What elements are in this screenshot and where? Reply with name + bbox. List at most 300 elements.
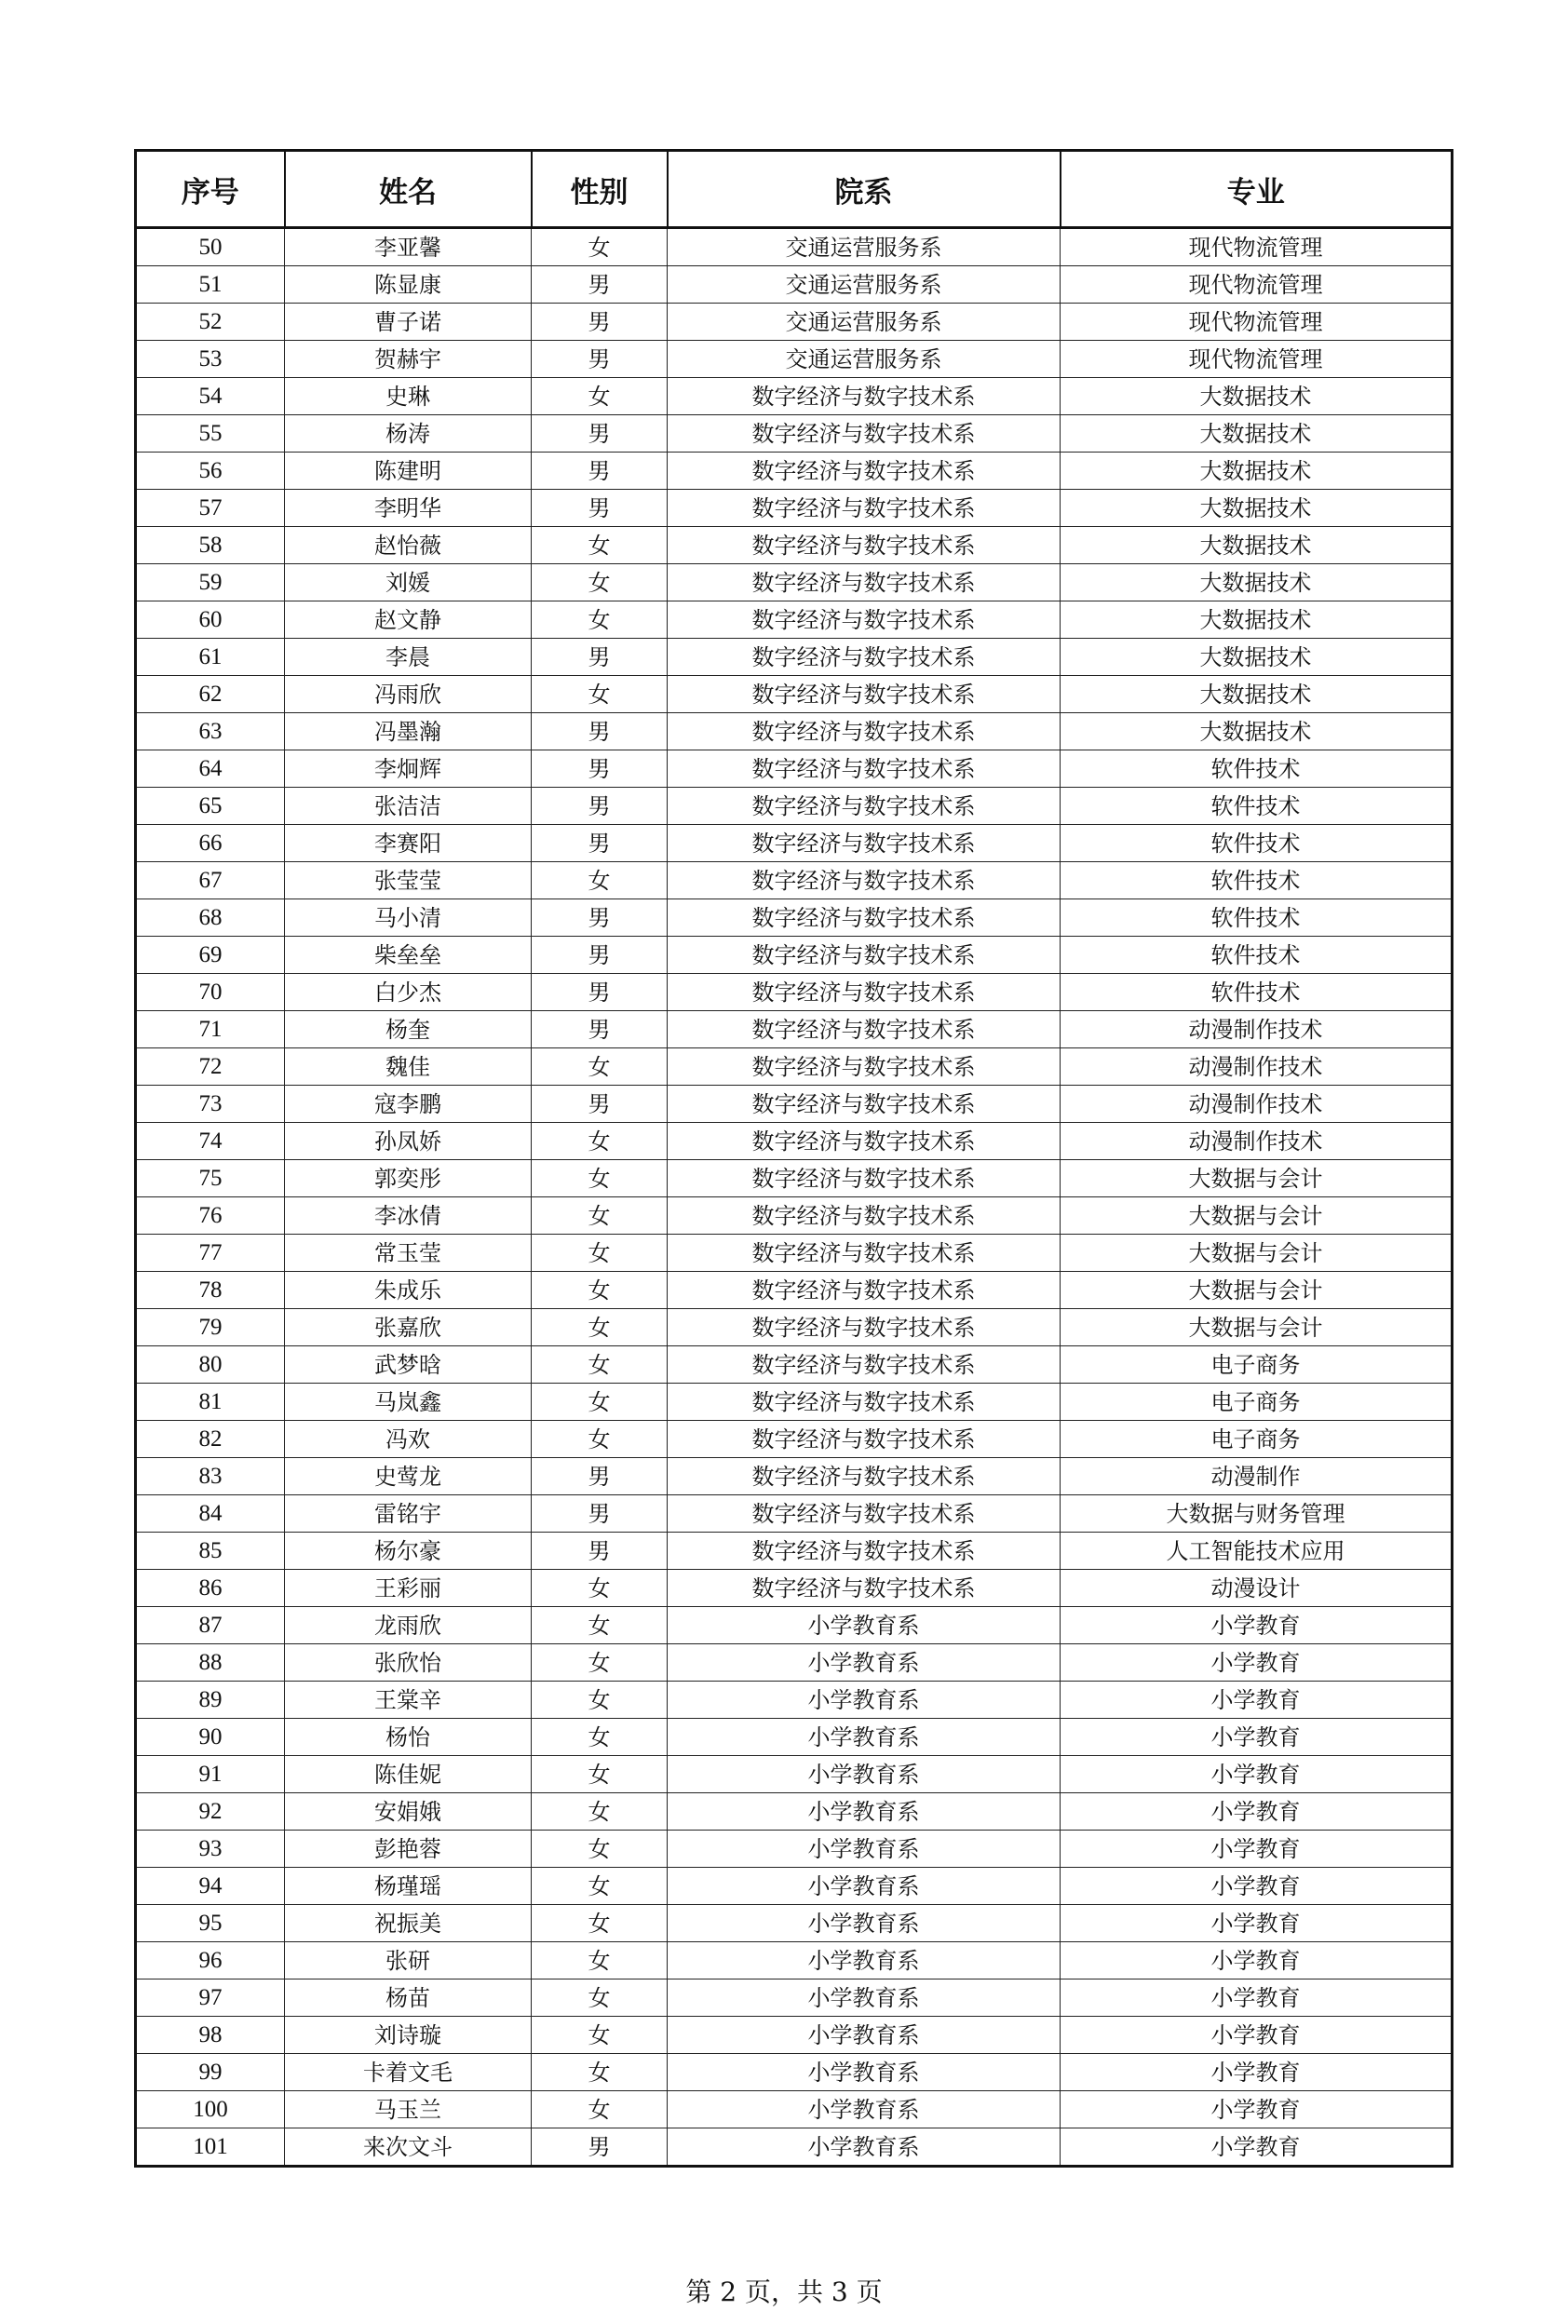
cell-name: 安娟娥 [285,1793,532,1831]
cell-seq: 80 [136,1346,285,1384]
cell-name: 杨怡 [285,1719,532,1756]
cell-major: 小学教育 [1061,1682,1453,1719]
cell-major: 电子商务 [1061,1384,1453,1421]
cell-major: 软件技术 [1061,937,1453,974]
cell-major: 动漫制作技术 [1061,1048,1453,1086]
cell-gender: 男 [532,1458,668,1495]
cell-name: 冯墨瀚 [285,713,532,750]
cell-name: 王棠辛 [285,1682,532,1719]
cell-seq: 101 [136,2128,285,2167]
cell-name: 卡着文毛 [285,2054,532,2091]
cell-gender: 女 [532,1048,668,1086]
cell-seq: 61 [136,639,285,676]
cell-name: 赵文静 [285,601,532,639]
cell-gender: 男 [532,1011,668,1048]
cell-major: 电子商务 [1061,1421,1453,1458]
table-header [136,151,1453,228]
cell-gender: 女 [532,601,668,639]
cell-department: 数字经济与数字技术系 [668,1458,1061,1495]
cell-major: 软件技术 [1061,899,1453,937]
cell-major: 大数据技术 [1061,564,1453,601]
header-major: 专业 [1061,151,1453,228]
table-row [136,1048,1453,1086]
cell-major: 大数据技术 [1061,601,1453,639]
cell-department: 数字经济与数字技术系 [668,601,1061,639]
cell-department: 数字经济与数字技术系 [668,564,1061,601]
cell-department: 数字经济与数字技术系 [668,1011,1061,1048]
cell-seq: 60 [136,601,285,639]
cell-gender: 男 [532,639,668,676]
table-row [136,1607,1453,1644]
cell-major: 大数据与会计 [1061,1235,1453,1272]
table-row [136,1384,1453,1421]
cell-department: 数字经济与数字技术系 [668,825,1061,862]
table-row [136,601,1453,639]
table-row [136,1868,1453,1905]
cell-department: 数字经济与数字技术系 [668,1272,1061,1309]
cell-major: 大数据技术 [1061,713,1453,750]
cell-department: 小学教育系 [668,2091,1061,2128]
cell-seq: 63 [136,713,285,750]
header-gender: 性别 [532,151,668,228]
cell-major: 大数据与会计 [1061,1160,1453,1197]
cell-seq: 57 [136,490,285,527]
cell-name: 寇李鹏 [285,1086,532,1123]
table-row [136,1011,1453,1048]
cell-seq: 51 [136,266,285,304]
cell-seq: 88 [136,1644,285,1682]
cell-major: 动漫制作技术 [1061,1086,1453,1123]
cell-gender: 女 [532,1682,668,1719]
table-row [136,825,1453,862]
cell-major: 小学教育 [1061,1607,1453,1644]
cell-seq: 93 [136,1831,285,1868]
cell-name: 杨苗 [285,1979,532,2017]
cell-gender: 男 [532,1495,668,1533]
cell-department: 数字经济与数字技术系 [668,453,1061,490]
cell-seq: 58 [136,527,285,564]
cell-major: 大数据与财务管理 [1061,1495,1453,1533]
cell-major: 动漫设计 [1061,1570,1453,1607]
cell-department: 数字经济与数字技术系 [668,862,1061,899]
table-row [136,2128,1453,2167]
table-row [136,1123,1453,1160]
table-row [136,1495,1453,1533]
page-indicator: 第 2 页，共 3 页 [685,2277,883,2307]
table-row [136,527,1453,564]
cell-major: 大数据技术 [1061,378,1453,415]
cell-name: 史莺龙 [285,1458,532,1495]
cell-seq: 75 [136,1160,285,1197]
cell-gender: 女 [532,1123,668,1160]
table-row [136,1235,1453,1272]
table-row [136,713,1453,750]
cell-seq: 64 [136,750,285,788]
table-row [136,1979,1453,2017]
cell-seq: 83 [136,1458,285,1495]
cell-name: 李亚馨 [285,228,532,266]
table-row [136,1942,1453,1979]
cell-seq: 81 [136,1384,285,1421]
cell-major: 软件技术 [1061,862,1453,899]
table-row [136,228,1453,266]
table-row [136,1719,1453,1756]
cell-major: 小学教育 [1061,1756,1453,1793]
cell-department: 数字经济与数字技术系 [668,1533,1061,1570]
cell-gender: 男 [532,788,668,825]
table-row [136,1682,1453,1719]
table-row [136,378,1453,415]
cell-seq: 97 [136,1979,285,2017]
cell-seq: 56 [136,453,285,490]
table-row [136,937,1453,974]
cell-seq: 87 [136,1607,285,1644]
table-row [136,1533,1453,1570]
header-department: 院系 [668,151,1061,228]
cell-name: 刘诗璇 [285,2017,532,2054]
cell-department: 数字经济与数字技术系 [668,1384,1061,1421]
cell-department: 数字经济与数字技术系 [668,788,1061,825]
cell-gender: 女 [532,862,668,899]
cell-gender: 女 [532,1719,668,1756]
cell-major: 大数据技术 [1061,453,1453,490]
cell-major: 小学教育 [1061,2091,1453,2128]
table-row [136,1421,1453,1458]
cell-major: 小学教育 [1061,1868,1453,1905]
cell-gender: 男 [532,341,668,378]
cell-seq: 53 [136,341,285,378]
cell-gender: 女 [532,1979,668,2017]
cell-seq: 77 [136,1235,285,1272]
table-row [136,899,1453,937]
cell-name: 白少杰 [285,974,532,1011]
cell-department: 数字经济与数字技术系 [668,1160,1061,1197]
cell-major: 动漫制作技术 [1061,1011,1453,1048]
cell-department: 交通运营服务系 [668,341,1061,378]
cell-department: 数字经济与数字技术系 [668,1495,1061,1533]
cell-name: 陈显康 [285,266,532,304]
cell-department: 小学教育系 [668,1644,1061,1682]
cell-name: 王彩丽 [285,1570,532,1607]
cell-department: 数字经济与数字技术系 [668,676,1061,713]
cell-department: 数字经济与数字技术系 [668,527,1061,564]
cell-gender: 女 [532,1868,668,1905]
cell-gender: 男 [532,937,668,974]
cell-seq: 50 [136,228,285,266]
cell-name: 冯欢 [285,1421,532,1458]
table-row [136,1346,1453,1384]
cell-major: 小学教育 [1061,2017,1453,2054]
cell-department: 小学教育系 [668,1979,1061,2017]
table-row [136,453,1453,490]
cell-gender: 男 [532,899,668,937]
cell-seq: 71 [136,1011,285,1048]
table-body [136,228,1453,2167]
cell-gender: 女 [532,1384,668,1421]
cell-seq: 68 [136,899,285,937]
cell-gender: 男 [532,1533,668,1570]
cell-seq: 100 [136,2091,285,2128]
table-row [136,1086,1453,1123]
cell-name: 杨尔豪 [285,1533,532,1570]
cell-name: 曹子诺 [285,304,532,341]
cell-name: 刘媛 [285,564,532,601]
cell-seq: 76 [136,1197,285,1235]
cell-department: 小学教育系 [668,1682,1061,1719]
cell-major: 小学教育 [1061,2054,1453,2091]
cell-seq: 91 [136,1756,285,1793]
cell-seq: 78 [136,1272,285,1309]
cell-gender: 女 [532,1346,668,1384]
cell-department: 交通运营服务系 [668,304,1061,341]
cell-gender: 女 [532,1756,668,1793]
cell-seq: 52 [136,304,285,341]
cell-department: 小学教育系 [668,1868,1061,1905]
cell-seq: 54 [136,378,285,415]
cell-gender: 男 [532,750,668,788]
cell-major: 软件技术 [1061,825,1453,862]
header-row [136,151,1453,228]
cell-name: 史琳 [285,378,532,415]
cell-name: 张莹莹 [285,862,532,899]
cell-major: 动漫制作技术 [1061,1123,1453,1160]
cell-gender: 女 [532,1421,668,1458]
cell-gender: 女 [532,1644,668,1682]
cell-gender: 女 [532,1831,668,1868]
cell-major: 小学教育 [1061,1942,1453,1979]
cell-department: 小学教育系 [668,1831,1061,1868]
cell-gender: 女 [532,228,668,266]
cell-gender: 男 [532,974,668,1011]
cell-seq: 84 [136,1495,285,1533]
student-roster-table [134,149,1453,2168]
cell-seq: 66 [136,825,285,862]
cell-gender: 男 [532,304,668,341]
table-row [136,1831,1453,1868]
cell-seq: 86 [136,1570,285,1607]
cell-gender: 女 [532,1309,668,1346]
cell-department: 数字经济与数字技术系 [668,750,1061,788]
cell-major: 小学教育 [1061,1719,1453,1756]
cell-major: 小学教育 [1061,1979,1453,2017]
table-row [136,974,1453,1011]
cell-department: 数字经济与数字技术系 [668,713,1061,750]
cell-major: 小学教育 [1061,2128,1453,2167]
cell-name: 张洁洁 [285,788,532,825]
cell-department: 数字经济与数字技术系 [668,1570,1061,1607]
cell-major: 大数据与会计 [1061,1309,1453,1346]
cell-name: 李明华 [285,490,532,527]
cell-major: 大数据与会计 [1061,1272,1453,1309]
cell-department: 小学教育系 [668,2054,1061,2091]
cell-department: 数字经济与数字技术系 [668,1309,1061,1346]
cell-gender: 女 [532,1160,668,1197]
cell-major: 小学教育 [1061,1644,1453,1682]
header-name: 姓名 [285,151,532,228]
table-row [136,750,1453,788]
cell-name: 彭艳蓉 [285,1831,532,1868]
table-row [136,1644,1453,1682]
cell-name: 张嘉欣 [285,1309,532,1346]
cell-department: 小学教育系 [668,2128,1061,2167]
cell-major: 软件技术 [1061,788,1453,825]
cell-seq: 62 [136,676,285,713]
cell-seq: 73 [136,1086,285,1123]
cell-department: 数字经济与数字技术系 [668,1346,1061,1384]
cell-name: 李晨 [285,639,532,676]
header-seq: 序号 [136,151,285,228]
cell-name: 李冰倩 [285,1197,532,1235]
cell-department: 数字经济与数字技术系 [668,415,1061,453]
cell-name: 马小清 [285,899,532,937]
cell-gender: 女 [532,527,668,564]
cell-gender: 女 [532,1570,668,1607]
cell-major: 小学教育 [1061,1905,1453,1942]
cell-seq: 95 [136,1905,285,1942]
cell-gender: 女 [532,378,668,415]
cell-gender: 男 [532,490,668,527]
cell-name: 祝振美 [285,1905,532,1942]
cell-major: 现代物流管理 [1061,228,1453,266]
cell-major: 小学教育 [1061,1831,1453,1868]
cell-name: 马玉兰 [285,2091,532,2128]
cell-department: 交通运营服务系 [668,228,1061,266]
table-row [136,490,1453,527]
cell-department: 数字经济与数字技术系 [668,1086,1061,1123]
cell-department: 小学教育系 [668,2017,1061,2054]
cell-department: 小学教育系 [668,1942,1061,1979]
cell-name: 武梦晗 [285,1346,532,1384]
cell-seq: 99 [136,2054,285,2091]
cell-gender: 女 [532,564,668,601]
cell-major: 大数据技术 [1061,527,1453,564]
cell-name: 郭奕彤 [285,1160,532,1197]
cell-name: 李炯辉 [285,750,532,788]
cell-name: 杨奎 [285,1011,532,1048]
cell-seq: 94 [136,1868,285,1905]
cell-major: 电子商务 [1061,1346,1453,1384]
cell-department: 数字经济与数字技术系 [668,1235,1061,1272]
cell-seq: 70 [136,974,285,1011]
cell-major: 大数据技术 [1061,415,1453,453]
cell-department: 数字经济与数字技术系 [668,490,1061,527]
cell-name: 贺赫宇 [285,341,532,378]
table-row [136,1197,1453,1235]
cell-department: 小学教育系 [668,1905,1061,1942]
cell-gender: 女 [532,2091,668,2128]
table-row [136,788,1453,825]
cell-seq: 65 [136,788,285,825]
cell-gender: 女 [532,676,668,713]
cell-name: 朱成乐 [285,1272,532,1309]
cell-department: 数字经济与数字技术系 [668,974,1061,1011]
cell-gender: 男 [532,2128,668,2167]
cell-name: 魏佳 [285,1048,532,1086]
cell-seq: 96 [136,1942,285,1979]
cell-major: 小学教育 [1061,1793,1453,1831]
cell-major: 软件技术 [1061,974,1453,1011]
cell-department: 数字经济与数字技术系 [668,639,1061,676]
cell-gender: 女 [532,1793,668,1831]
cell-gender: 女 [532,1607,668,1644]
cell-seq: 69 [136,937,285,974]
cell-department: 小学教育系 [668,1607,1061,1644]
cell-major: 动漫制作 [1061,1458,1453,1495]
cell-name: 陈佳妮 [285,1756,532,1793]
table-row [136,2091,1453,2128]
cell-name: 张研 [285,1942,532,1979]
cell-name: 孙凤娇 [285,1123,532,1160]
cell-seq: 79 [136,1309,285,1346]
table-row [136,415,1453,453]
cell-name: 冯雨欣 [285,676,532,713]
cell-name: 来次文斗 [285,2128,532,2167]
cell-department: 数字经济与数字技术系 [668,937,1061,974]
cell-gender: 男 [532,825,668,862]
cell-major: 大数据技术 [1061,490,1453,527]
cell-major: 大数据技术 [1061,639,1453,676]
cell-gender: 女 [532,2017,668,2054]
table-row [136,1160,1453,1197]
cell-department: 交通运营服务系 [668,266,1061,304]
table-row [136,862,1453,899]
cell-gender: 女 [532,1905,668,1942]
cell-name: 雷铭宇 [285,1495,532,1533]
cell-name: 陈建明 [285,453,532,490]
table-row [136,1905,1453,1942]
table-row [136,564,1453,601]
table-row [136,1756,1453,1793]
cell-name: 常玉莹 [285,1235,532,1272]
table-row [136,266,1453,304]
cell-seq: 55 [136,415,285,453]
cell-seq: 98 [136,2017,285,2054]
cell-gender: 男 [532,453,668,490]
cell-gender: 女 [532,2054,668,2091]
cell-seq: 72 [136,1048,285,1086]
cell-department: 数字经济与数字技术系 [668,1197,1061,1235]
cell-name: 李赛阳 [285,825,532,862]
cell-major: 大数据与会计 [1061,1197,1453,1235]
cell-gender: 男 [532,415,668,453]
cell-seq: 74 [136,1123,285,1160]
cell-seq: 89 [136,1682,285,1719]
cell-major: 人工智能技术应用 [1061,1533,1453,1570]
table-row [136,1570,1453,1607]
cell-major: 现代物流管理 [1061,304,1453,341]
cell-seq: 82 [136,1421,285,1458]
table-row [136,1458,1453,1495]
cell-department: 数字经济与数字技术系 [668,1048,1061,1086]
table-row [136,1272,1453,1309]
cell-gender: 女 [532,1272,668,1309]
table-row [136,2017,1453,2054]
table-row [136,2054,1453,2091]
cell-department: 小学教育系 [668,1719,1061,1756]
cell-department: 数字经济与数字技术系 [668,378,1061,415]
cell-seq: 85 [136,1533,285,1570]
cell-department: 小学教育系 [668,1793,1061,1831]
cell-gender: 男 [532,1086,668,1123]
cell-name: 赵怡薇 [285,527,532,564]
cell-department: 数字经济与数字技术系 [668,1123,1061,1160]
cell-seq: 92 [136,1793,285,1831]
cell-name: 柴垒垒 [285,937,532,974]
table-row [136,676,1453,713]
table-row [136,1793,1453,1831]
cell-department: 小学教育系 [668,1756,1061,1793]
cell-major: 现代物流管理 [1061,266,1453,304]
